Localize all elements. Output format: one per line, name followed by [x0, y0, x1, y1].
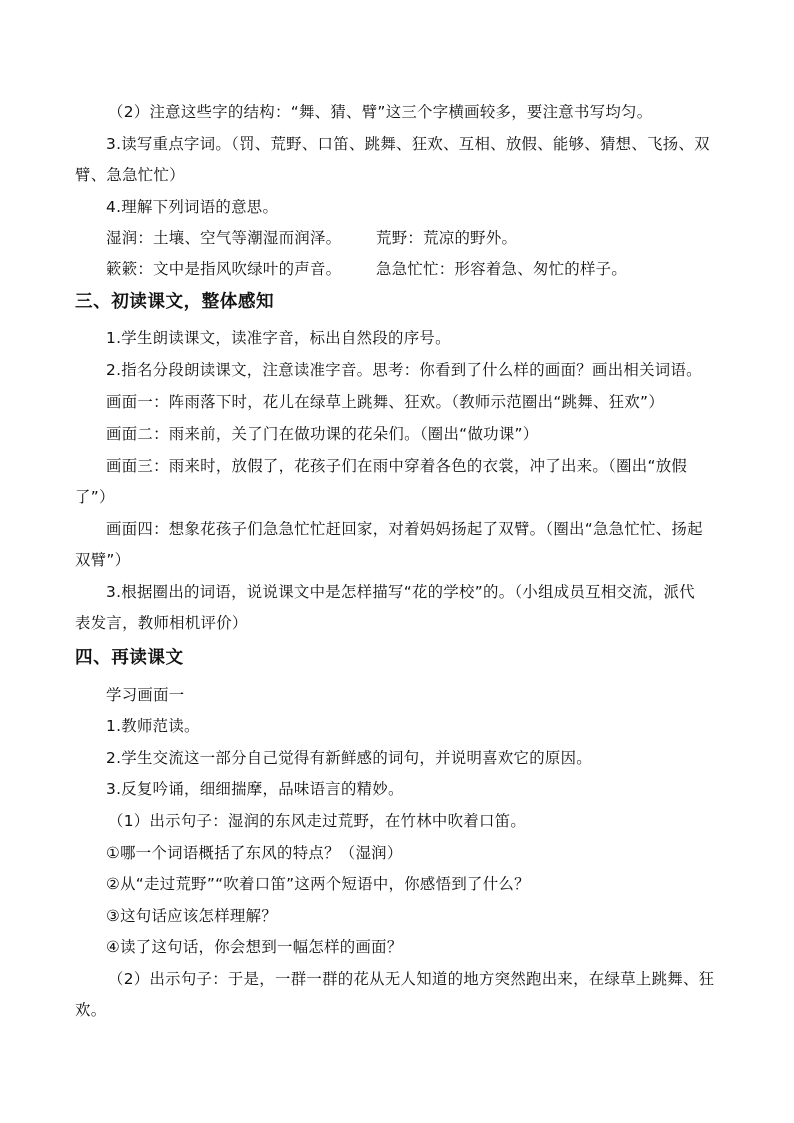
paragraph-describe-school-cont: 表发言，教师相机评价） [75, 614, 248, 632]
paragraph-scene-3: 画面三：雨来时，放假了，花孩子们在雨中穿着各色的衣裳，冲了出来。（圈出“放假 [106, 457, 688, 475]
paragraph-sentence-1: （1）出示句子：湿润的东风走过荒野，在竹林中吹着口笛。 [108, 812, 527, 830]
paragraph-recite: 3.反复吟诵，细细揣摩，品味语言的精妙。 [106, 780, 404, 798]
paragraph-scene-1: 画面一：阵雨落下时，花儿在绿草上跳舞、狂欢。（教师示范圈出“跳舞、狂欢”） [106, 393, 665, 411]
paragraph-structure-note: （2）注意这些字的结构：“舞、猜、臂”这三个字横画较多，要注意书写均匀。 [108, 103, 653, 121]
definition-row-2 [106, 259, 726, 279]
paragraph-sentence-2: （2）出示句子：于是，一群一群的花从无人知道的地方突然跑出来，在绿草上跳舞、狂 [108, 970, 715, 988]
paragraph-sentence-2-cont: 欢。 [75, 1001, 107, 1019]
paragraph-teacher-reading: 1.教师范读。 [106, 717, 200, 735]
section-heading-3: 三、初读课文，整体感知 [75, 292, 275, 312]
paragraph-student-exchange: 2.学生交流这一部分自己觉得有新鲜感的词句，并说明喜欢它的原因。 [106, 749, 593, 767]
paragraph-key-words-cont: 臂、急急忙忙） [75, 166, 185, 184]
paragraph-key-words: 3.读写重点字词。（罚、荒野、口笛、跳舞、狂欢、互相、放假、能够、猜想、飞扬、双 [106, 135, 710, 153]
section-heading-4: 四、再读课文 [75, 648, 184, 668]
paragraph-describe-school: 3.根据圈出的词语，说说课文中是怎样描写“花的学校”的。（小组成员互相交流，派代 [106, 583, 695, 601]
definition-shirun: 湿润：土壤、空气等潮湿而润泽。 [106, 229, 342, 247]
paragraph-question-4: ④读了这句话，你会想到一幅怎样的画面？ [106, 938, 403, 956]
paragraph-read-aloud: 1.学生朗读课文，读准字音，标出自然段的序号。 [106, 329, 451, 347]
definition-row-1 [106, 228, 726, 248]
paragraph-scene-4-cont: 双臂”） [75, 551, 131, 569]
paragraph-question-2: ②从“走过荒野”“吹着口笛”这两个短语中，你感悟到了什么？ [106, 875, 530, 893]
paragraph-scene-4: 画面四：想象花孩子们急急忙忙赶回家，对着妈妈扬起了双臂。（圈出“急急忙忙、扬起 [106, 520, 703, 538]
paragraph-study-scene-1: 学习画面一 [106, 686, 185, 704]
paragraph-scene-2: 画面二：雨来前，关了门在做功课的花朵们。（圈出“做功课”） [106, 425, 539, 443]
paragraph-question-1: ①哪一个词语概括了东风的特点？（湿润） [106, 844, 403, 862]
paragraph-understand-words: 4.理解下列词语的意思。 [106, 198, 279, 216]
definition-huangye: 荒野：荒凉的野外。 [376, 229, 518, 247]
paragraph-scene-3-cont: 了”） [75, 488, 115, 506]
definition-susu: 簌簌：文中是指风吹绿叶的声音。 [106, 260, 342, 278]
paragraph-question-3: ③这句话应该怎样理解？ [106, 907, 278, 925]
paragraph-segment-reading: 2.指名分段朗读课文，注意读准字音。思考：你看到了什么样的画面？画出相关词语。 [106, 361, 702, 379]
definition-jijimangmang: 急急忙忙：形容着急、匆忙的样子。 [376, 260, 628, 278]
